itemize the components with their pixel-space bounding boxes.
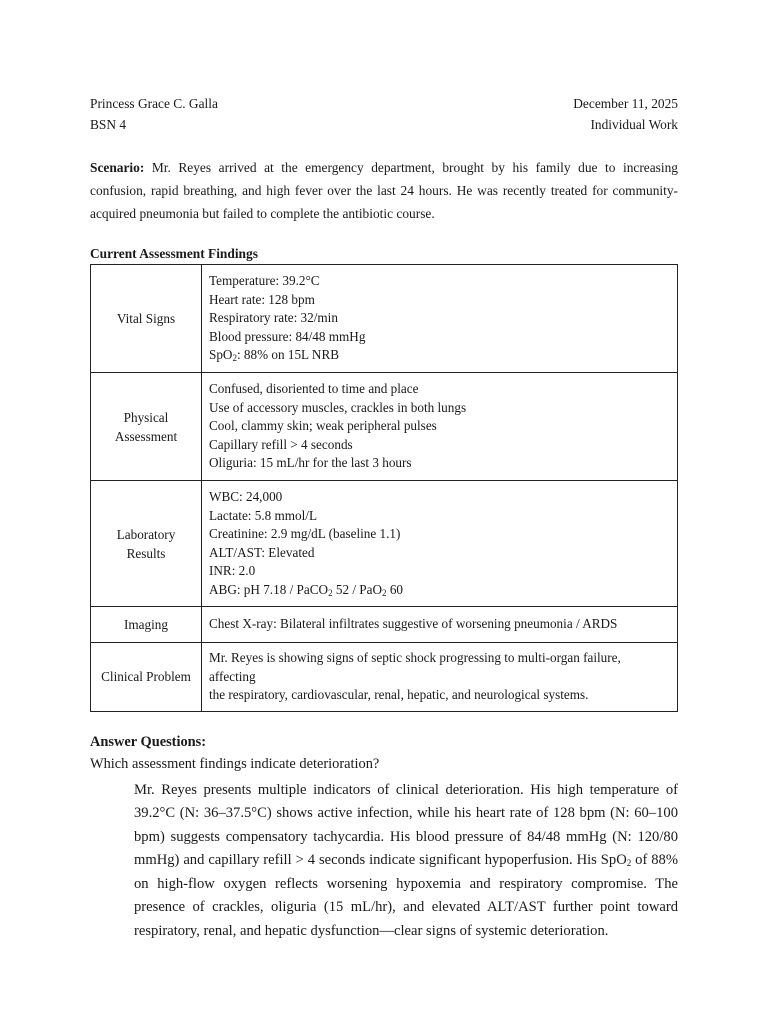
findings-title: Current Assessment Findings: [90, 246, 258, 261]
work-type: Individual Work: [590, 117, 678, 132]
findings-table-body: [91, 265, 678, 712]
findings-detail: [202, 373, 678, 481]
finding-line: ALT/AST: Elevated: [209, 544, 315, 560]
findings-row: [91, 607, 678, 643]
category-label: Laboratory: [116, 526, 176, 542]
findings-detail: [202, 643, 678, 712]
findings-detail: [202, 607, 678, 643]
finding-line: SpO$_2$: 88% on 15L NRB: [209, 347, 340, 364]
findings-category: [91, 643, 202, 712]
finding-line: Blood pressure: 84/48 mmHg: [209, 328, 366, 344]
student-name: Princess Grace C. Galla: [90, 96, 218, 111]
finding-line: INR: 2.0: [209, 563, 256, 578]
finding-line: Temperature: 39.2°C: [209, 273, 320, 289]
category-label: Assessment: [114, 428, 178, 444]
finding-line: Use of accessory muscles, crackles in both lungs: [209, 399, 467, 415]
answer-questions-title: Answer Questions:: [90, 733, 207, 750]
findings-row: [91, 643, 678, 712]
finding-line: Respiratory rate: 32/min: [209, 310, 338, 326]
finding-line: Heart rate: 128 bpm: [209, 291, 315, 307]
scenario-text: Mr. Reyes arrived at the emergency department, brought by his family due to increasing confusion, rapid breathing, and high fever over the last 24 hours. He was recently treated for community-acquired pneumonia but failed to complete the antibiotic course.: [90, 160, 678, 221]
category-label: Results: [126, 545, 166, 561]
findings-row: [91, 265, 678, 373]
answer-paragraph: Mr. Reyes presents multiple indicators of clinical deterioration. His high temperature of 39.2°C (N: 36–37.5°C) shows active infection, while his heart rate of 128 bpm (N: 60–100 bpm) suggests compensatory tachycardia. His blood pressure of 84/48 mmHg (N: 120/80 mmHg) and capillary refill > 4 seconds indicate significant hypoperfusion. His SpO$_2$ of 88% on high-flow oxygen reflects worsening hypoxemia and respiratory compromise. The presence of crackles, oliguria (15 mL/hr), and elevated ALT/AST further point toward respiratory, renal, and hepatic dysfunction—clear signs of systemic deterioration.: [134, 781, 678, 940]
category-label: Imaging: [124, 617, 168, 632]
findings-detail: [202, 481, 678, 607]
findings-row: [91, 481, 678, 607]
scenario-paragraph: [90, 156, 678, 225]
findings-category: [91, 481, 202, 607]
findings-category: [91, 373, 202, 481]
finding-line: the respiratory, cardiovascular, renal, hepatic, and neurological systems.: [209, 687, 589, 702]
category-label: Vital Signs: [116, 311, 176, 326]
finding-line: WBC: 24,000: [209, 489, 283, 504]
document-page: [90, 93, 678, 944]
finding-line: Capillary refill > 4 seconds: [209, 436, 353, 452]
finding-line: Lactate: 5.8 mmol/L: [209, 507, 318, 523]
finding-line: Creatinine: 2.9 mg/dL (baseline 1.1): [209, 526, 401, 541]
findings-row: [91, 373, 678, 481]
finding-line: Cool, clammy skin; weak peripheral pulses: [209, 418, 437, 434]
findings-detail: [202, 265, 678, 373]
finding-line: ABG: pH 7.18 / PaCO$_2$ 52 / PaO$_2$ 60: [209, 581, 403, 598]
category-label: Clinical Problem: [101, 669, 191, 685]
findings-category: [91, 607, 202, 643]
header-row-1: [90, 93, 678, 114]
findings-category: [91, 265, 202, 373]
scenario-label: Scenario:: [90, 160, 145, 175]
finding-line: Mr. Reyes is showing signs of septic shock progressing to multi-organ failure, affecting: [209, 650, 621, 684]
course-level: BSN 4: [90, 117, 127, 132]
finding-line: Confused, disoriented to time and place: [209, 381, 419, 397]
document-date: December 11, 2025: [573, 96, 678, 111]
finding-line: Oliguria: 15 mL/hr for the last 3 hours: [209, 455, 412, 471]
header-row-2: [90, 114, 678, 135]
finding-line: Chest X-ray: Bilateral infiltrates suggestive of worsening pneumonia / ARDS: [209, 616, 618, 632]
category-label: Physical: [123, 409, 169, 425]
findings-table: [90, 264, 678, 712]
question-text: Which assessment findings indicate deterioration?: [90, 755, 380, 772]
